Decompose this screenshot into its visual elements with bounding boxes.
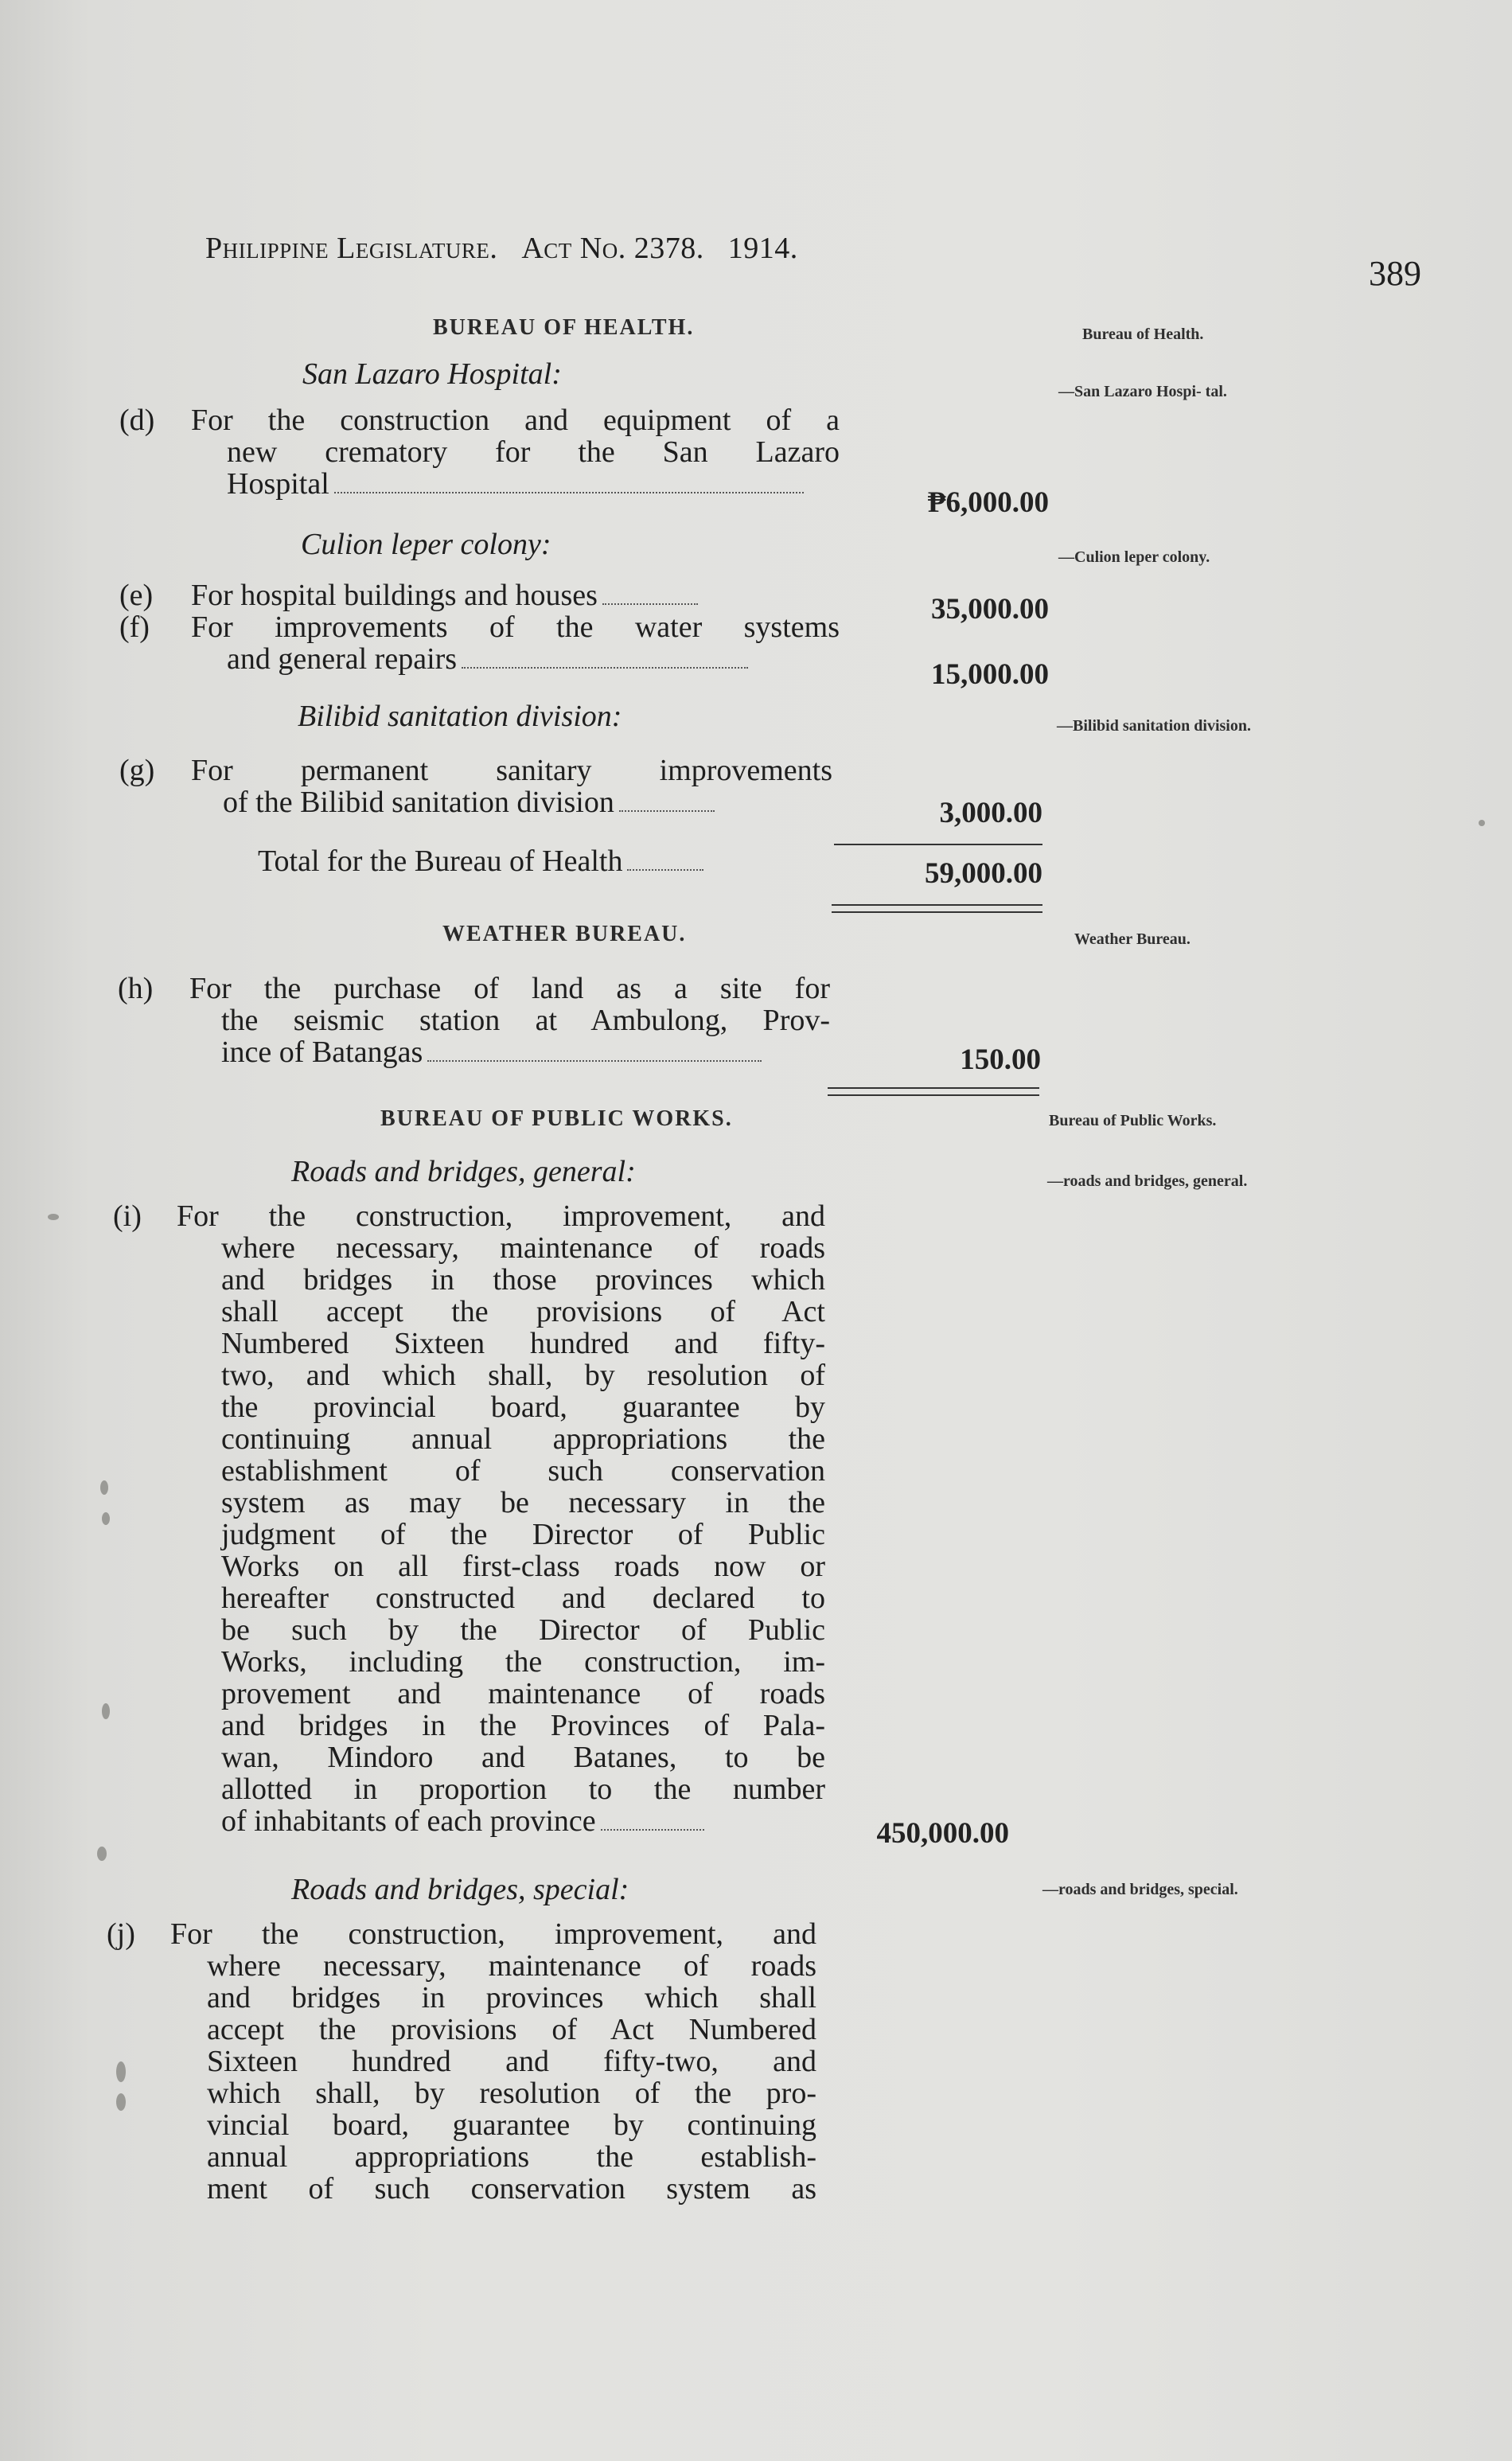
scan-speck <box>100 1480 108 1495</box>
item-i-line: wan, Mindoro and Batanes, to be <box>221 1741 825 1774</box>
sidenote-bureau-of-health: Bureau of Health. <box>1082 326 1204 343</box>
page-number: 389 <box>1369 254 1421 293</box>
header-act: Act No. 2378. <box>521 232 704 265</box>
scan-speck <box>48 1214 59 1220</box>
heading-bilibid: Bilibid sanitation division: <box>298 700 622 733</box>
item-i-line: establishment of such conservation <box>221 1454 825 1488</box>
dot-leader <box>619 809 715 812</box>
item-i <box>113 1199 825 1838</box>
sidenote-culion: —Culion leper colony. <box>1058 548 1210 566</box>
item-d-label: (d) <box>119 404 155 437</box>
item-h-line: ince of Batangas <box>221 1035 423 1069</box>
item-j-line: Sixteen hundred and fifty-two, and <box>207 2045 816 2078</box>
amount-h: 150.00 <box>960 1043 1041 1076</box>
double-rule <box>828 1094 1039 1096</box>
item-g <box>119 754 832 819</box>
heading-bureau-of-health: BUREAU OF HEALTH. <box>433 315 695 340</box>
scan-speck <box>97 1847 107 1861</box>
item-i-line: Numbered Sixteen hundred and fifty- <box>221 1327 825 1360</box>
item-i-line <box>177 1805 825 1837</box>
item-f-line: For improvements of the water systems <box>191 610 840 644</box>
dot-leader <box>601 1828 704 1831</box>
header-legislature: Philippine Legislature. <box>205 232 498 265</box>
dot-leader <box>427 1059 762 1062</box>
amount-d: ₱6,000.00 <box>927 486 1049 519</box>
double-rule <box>832 911 1042 913</box>
item-i-line: continuing annual appropriations the <box>221 1422 825 1456</box>
item-i-line: where necessary, maintenance of roads <box>221 1231 825 1265</box>
heading-culion: Culion leper colony: <box>301 528 551 561</box>
item-i-line: Works on all first-class roads now or <box>221 1550 825 1583</box>
item-h-line: the seismic station at Ambulong, Prov- <box>221 1004 830 1037</box>
item-i-line: be such by the Director of Public <box>221 1613 825 1647</box>
item-d-line: Hospital <box>227 467 329 501</box>
item-j-label: (j) <box>107 1917 135 1951</box>
item-j-line: accept the provisions of Act Numbered <box>207 2013 816 2046</box>
sum-rule <box>834 844 1042 845</box>
item-f <box>119 610 840 676</box>
item-j-line: which shall, by resolution of the pro- <box>207 2077 816 2110</box>
double-rule <box>828 1087 1039 1089</box>
item-h <box>118 972 830 1069</box>
item-d-line: For the construction and equipment of a <box>191 404 840 437</box>
scan-speck <box>102 1512 110 1525</box>
item-i-line: hereafter constructed and declared to <box>221 1582 825 1615</box>
item-j-line: annual appropriations the establish- <box>207 2140 816 2174</box>
sidenote-weather-bureau: Weather Bureau. <box>1074 930 1191 948</box>
item-i-line: For the construction, improvement, and <box>177 1199 825 1233</box>
item-e <box>119 579 840 612</box>
dot-leader <box>627 868 703 871</box>
amount-e: 35,000.00 <box>931 593 1049 626</box>
item-h-line: For the purchase of land as a site for <box>189 972 830 1005</box>
running-header <box>205 231 798 266</box>
item-e-line: For hospital buildings and houses <box>191 579 598 612</box>
dot-leader <box>334 491 804 493</box>
sidenote-roads-general: —roads and bridges, general. <box>1047 1172 1248 1190</box>
item-i-line: two, and which shall, by resolution of <box>221 1359 825 1392</box>
scan-speck <box>116 2061 126 2082</box>
total-health-row <box>258 845 703 877</box>
item-j-line: vincial board, guarantee by continuing <box>207 2108 816 2142</box>
amount-total-health: 59,000.00 <box>925 857 1042 890</box>
item-i-label: (i) <box>113 1199 142 1233</box>
heading-bureau-of-public-works: BUREAU OF PUBLIC WORKS. <box>380 1106 733 1131</box>
item-e-label: (e) <box>119 579 154 612</box>
total-health-label: Total for the Bureau of Health <box>258 844 623 878</box>
amount-f: 15,000.00 <box>931 658 1049 691</box>
sidenote-san-lazaro: —San Lazaro Hospi- tal. <box>1058 383 1227 400</box>
item-i-line: judgment of the Director of Public <box>221 1518 825 1551</box>
sidenote-public-works: Bureau of Public Works. <box>1049 1112 1217 1129</box>
item-j-line: where necessary, maintenance of roads <box>207 1949 816 1983</box>
item-j-line: and bridges in provinces which shall <box>207 1981 816 2014</box>
item-i-line: allotted in proportion to the number <box>221 1773 825 1806</box>
heading-roads-special: Roads and bridges, special: <box>291 1873 629 1906</box>
item-g-label: (g) <box>119 754 155 787</box>
item-j <box>107 1917 816 2206</box>
scan-speck <box>102 1703 110 1719</box>
dot-leader <box>462 666 748 669</box>
item-i-line: provement and maintenance of roads <box>221 1677 825 1710</box>
dot-leader <box>602 603 698 605</box>
heading-weather-bureau: WEATHER BUREAU. <box>442 922 687 946</box>
amount-g: 3,000.00 <box>939 797 1042 829</box>
header-year: 1914. <box>727 232 798 265</box>
sidenote-roads-special: —roads and bridges, special. <box>1042 1881 1238 1898</box>
sidenote-bilibid: —Bilibid sanitation division. <box>1057 717 1251 735</box>
item-i-line: and bridges in those provinces which <box>221 1263 825 1297</box>
scan-speck <box>1479 820 1485 826</box>
item-g-line: For permanent sanitary improvements <box>191 754 832 787</box>
item-i-line: and bridges in the Provinces of Pala- <box>221 1709 825 1742</box>
item-j-line: For the construction, improvement, and <box>170 1917 816 1951</box>
scan-speck <box>116 2093 126 2111</box>
item-i-line: the provincial board, guarantee by <box>221 1390 825 1424</box>
item-f-line: and general repairs <box>227 642 458 676</box>
item-g-line: of the Bilibid sanitation division <box>223 786 614 819</box>
item-d-line: new crematory for the San Lazaro <box>227 435 840 469</box>
item-d <box>119 404 840 501</box>
item-j-line: ment of such conservation system as <box>207 2172 816 2206</box>
item-i-line: system as may be necessary in the <box>221 1486 825 1519</box>
item-i-text: of inhabitants of each province <box>221 1804 596 1838</box>
item-i-line: shall accept the provisions of Act <box>221 1295 825 1328</box>
item-i-line: Works, including the construction, im- <box>221 1645 825 1679</box>
item-f-label: (f) <box>119 610 150 644</box>
amount-i: 450,000.00 <box>876 1817 1009 1850</box>
double-rule <box>832 904 1042 906</box>
heading-san-lazaro: San Lazaro Hospital: <box>302 357 562 391</box>
heading-roads-general: Roads and bridges, general: <box>291 1155 636 1188</box>
item-h-label: (h) <box>118 972 154 1005</box>
